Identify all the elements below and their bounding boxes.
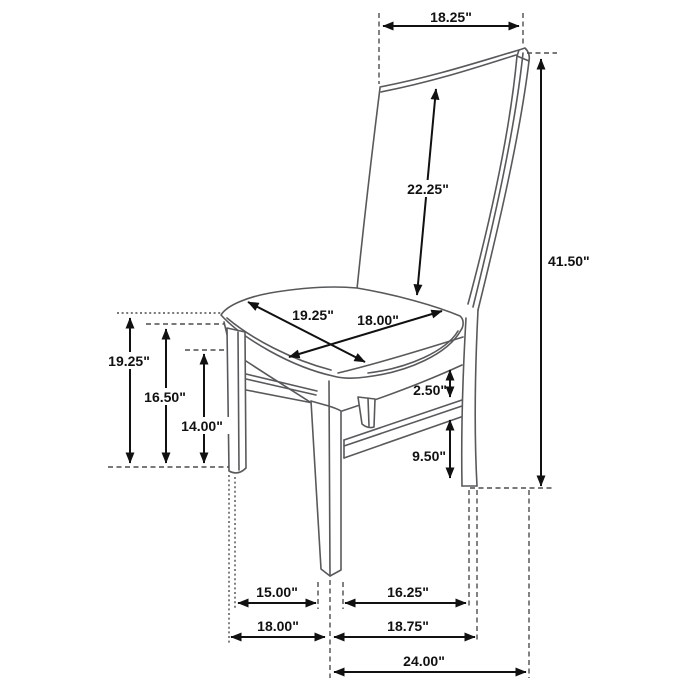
dim-label-seat-top-height: 19.25" <box>108 353 150 369</box>
rear-right-leg-stub <box>358 397 375 428</box>
rear-left-leg-body <box>227 328 246 473</box>
seat-outline <box>221 287 463 378</box>
rear-right-leg <box>462 310 478 486</box>
front-leg-body <box>311 401 341 576</box>
dim-label-leg-gap-right: 16.25" <box>387 584 429 600</box>
dimension-overall-height <box>541 59 590 486</box>
rear-right-leg-left-edge <box>462 318 466 486</box>
dimension-depth-rear-section <box>334 618 475 637</box>
rear-left-leg-corner-line <box>238 332 239 470</box>
dimension-stretcher-floor <box>412 420 450 478</box>
dimension-apron-bottom-height <box>177 354 230 463</box>
rear-right-leg-right-edge <box>475 310 478 486</box>
dim-label-seat-width: 18.00" <box>357 312 399 328</box>
back-top-edge-inner <box>381 55 516 92</box>
dimension-overall-depth <box>334 653 526 672</box>
dimension-leg-gap-left <box>238 584 316 603</box>
dim-label-stretcher-floor: 9.50" <box>412 448 446 464</box>
dim-label-overall-depth: 24.00" <box>403 653 445 669</box>
dim-label-depth-front-section: 18.00" <box>257 618 299 634</box>
front-leg <box>311 381 341 576</box>
chair-backrest <box>357 48 529 310</box>
rear-left-leg <box>227 328 246 473</box>
leg-stub-corner-line <box>368 398 369 426</box>
back-right-edge-inner <box>468 56 517 304</box>
dim-label-seat-depth: 19.25" <box>292 307 334 323</box>
dimension-seat-bottom-height <box>139 329 192 463</box>
dimension-apron-stretcher-gap <box>413 370 450 398</box>
dim-label-apron-bottom-height: 14.00" <box>181 418 223 434</box>
left-stretcher <box>246 374 317 403</box>
dimension-depth-front-section <box>231 618 325 637</box>
dimension-back-top-width <box>383 9 519 26</box>
chair-seat <box>221 287 463 378</box>
back-right-edge-outer <box>478 61 529 310</box>
dimension-leg-gap-right <box>345 584 466 603</box>
dim-label-depth-rear-section: 18.75" <box>387 618 429 634</box>
front-leg-corner-line <box>329 381 330 576</box>
back-top-edge-outer <box>380 50 519 87</box>
dim-label-overall-height: 41.50" <box>548 253 590 269</box>
dim-label-back-top-width: 18.25" <box>430 9 472 25</box>
leg-stub-body <box>358 397 375 428</box>
dim-label-leg-gap-left: 15.00" <box>256 584 298 600</box>
left-stretcher-top <box>246 374 317 391</box>
dim-label-apron-stretcher-gap: 2.50" <box>413 382 447 398</box>
back-left-edge <box>357 88 380 289</box>
dim-label-seat-bottom-height: 16.50" <box>144 389 186 405</box>
dim-label-back-height: 22.25" <box>407 181 449 197</box>
dimension-back-height <box>401 89 455 295</box>
